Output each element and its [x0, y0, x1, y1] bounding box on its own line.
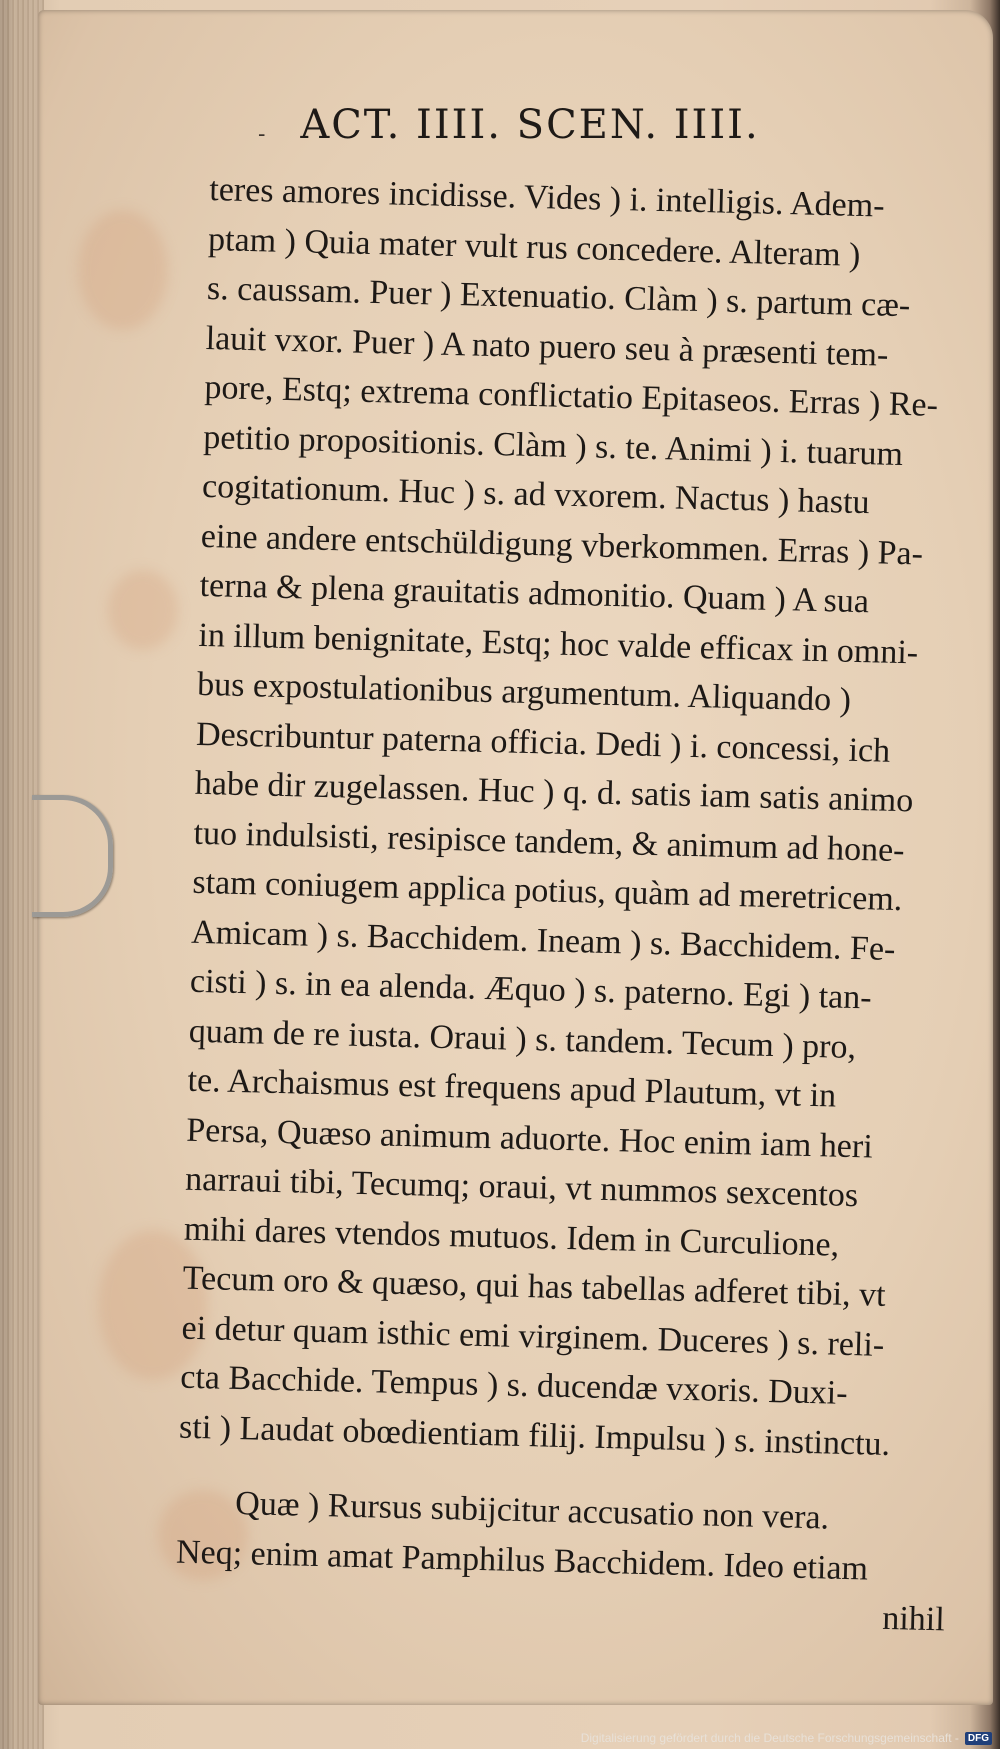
text-line: cogitationum. Huc ) s. ad vxorem. Nactus ) hastu	[201, 467, 870, 522]
text-line: ptam ) Quia mater vult rus concedere. Alteram )	[207, 220, 861, 274]
text-line: habe dir zugelassen. Huc ) q. d. satis iam satis animo	[194, 764, 914, 820]
text-line: quam de re iusta. Oraui ) s. tandem. Tecum ) pro,	[188, 1012, 857, 1066]
text-line: mihi dares vtendos mutuos. Idem in Curculione,	[183, 1210, 840, 1264]
foxing-stain	[108, 570, 178, 650]
digitization-credit	[581, 1731, 992, 1745]
book-clip	[32, 795, 113, 917]
text-line: sti ) Laudat obœdientiam filij. Impulsu ) s. instinctu.	[178, 1408, 891, 1463]
text-line: te. Archaismus est frequens apud Plautum, vt in	[187, 1061, 837, 1115]
text-line: Amicam ) s. Bacchidem. Ineam ) s. Bacchidem. Fe-	[190, 913, 896, 968]
text-line: stam coniugem applica potius, quàm ad meretricem.	[192, 863, 903, 919]
text-line: bus expostulationibus argumentum. Aliquando )	[196, 665, 852, 719]
text-line: tuo indulsisti, resipisce tandem, & animum ad hone-	[193, 814, 905, 869]
header-mark: -	[258, 122, 266, 147]
text-line: ei detur quam isthic emi virginem. Duceres ) s. reli-	[181, 1309, 885, 1364]
foxing-stain	[78, 210, 168, 330]
text-line: Describuntur paterna officia. Dedi ) i. concessi, ich	[195, 715, 891, 770]
text-line: pore, Estq; extrema conflictatio Epitaseos. Erras ) Re-	[204, 368, 939, 424]
text-line: cisti ) s. in ea alenda. Æquo ) s. paterno. Egi ) tan-	[189, 962, 873, 1017]
text-line: Tecum oro & quæso, qui has tabellas adferet tibi, vt	[182, 1259, 887, 1314]
text-line: Persa, Quæso animum aduorte. Hoc enim iam heri	[185, 1111, 874, 1165]
text-line: s. caussam. Puer ) Extenuatio. Clàm ) s. partum cæ-	[206, 269, 911, 325]
text-line: lauit vxor. Puer ) A nato puero seu à præsenti tem-	[205, 319, 889, 374]
text-line: Quæ ) Rursus subijcitur accusatio non vera.	[234, 1485, 830, 1537]
text-line: narraui tibi, Tecumq; oraui, vt nummos sexcentos	[184, 1160, 859, 1215]
catchword: nihil	[881, 1599, 946, 1639]
text-line: in illum benignitate, Estq; hoc valde efficax in omni-	[198, 616, 919, 671]
text-line: terna & plena grauitatis admonitio. Quam ) A sua	[199, 566, 870, 621]
credit-text: Digitalisierung gefördert durch die Deutsche Forschungsgemeinschaft -	[580, 1731, 959, 1745]
text-line: cta Bacchide. Tempus ) s. ducendæ vxoris. Duxi-	[179, 1358, 849, 1412]
text-line: teres amores incidisse. Vides ) i. intelligis. Adem-	[208, 170, 885, 225]
text-line: eine andere entschüldigung vberkommen. Erras ) Pa-	[200, 517, 924, 573]
text-line: Neq; enim amat Pamphilus Bacchidem. Ideo etiam	[175, 1533, 869, 1587]
commentary-text	[174, 165, 979, 1645]
dfg-logo-icon: DFG	[965, 1732, 992, 1745]
running-header: ACT. IIII. SCEN. IIII.	[300, 102, 760, 148]
text-line: petitio propositionis. Clàm ) s. te. Animi ) i. tuarum	[202, 418, 904, 473]
